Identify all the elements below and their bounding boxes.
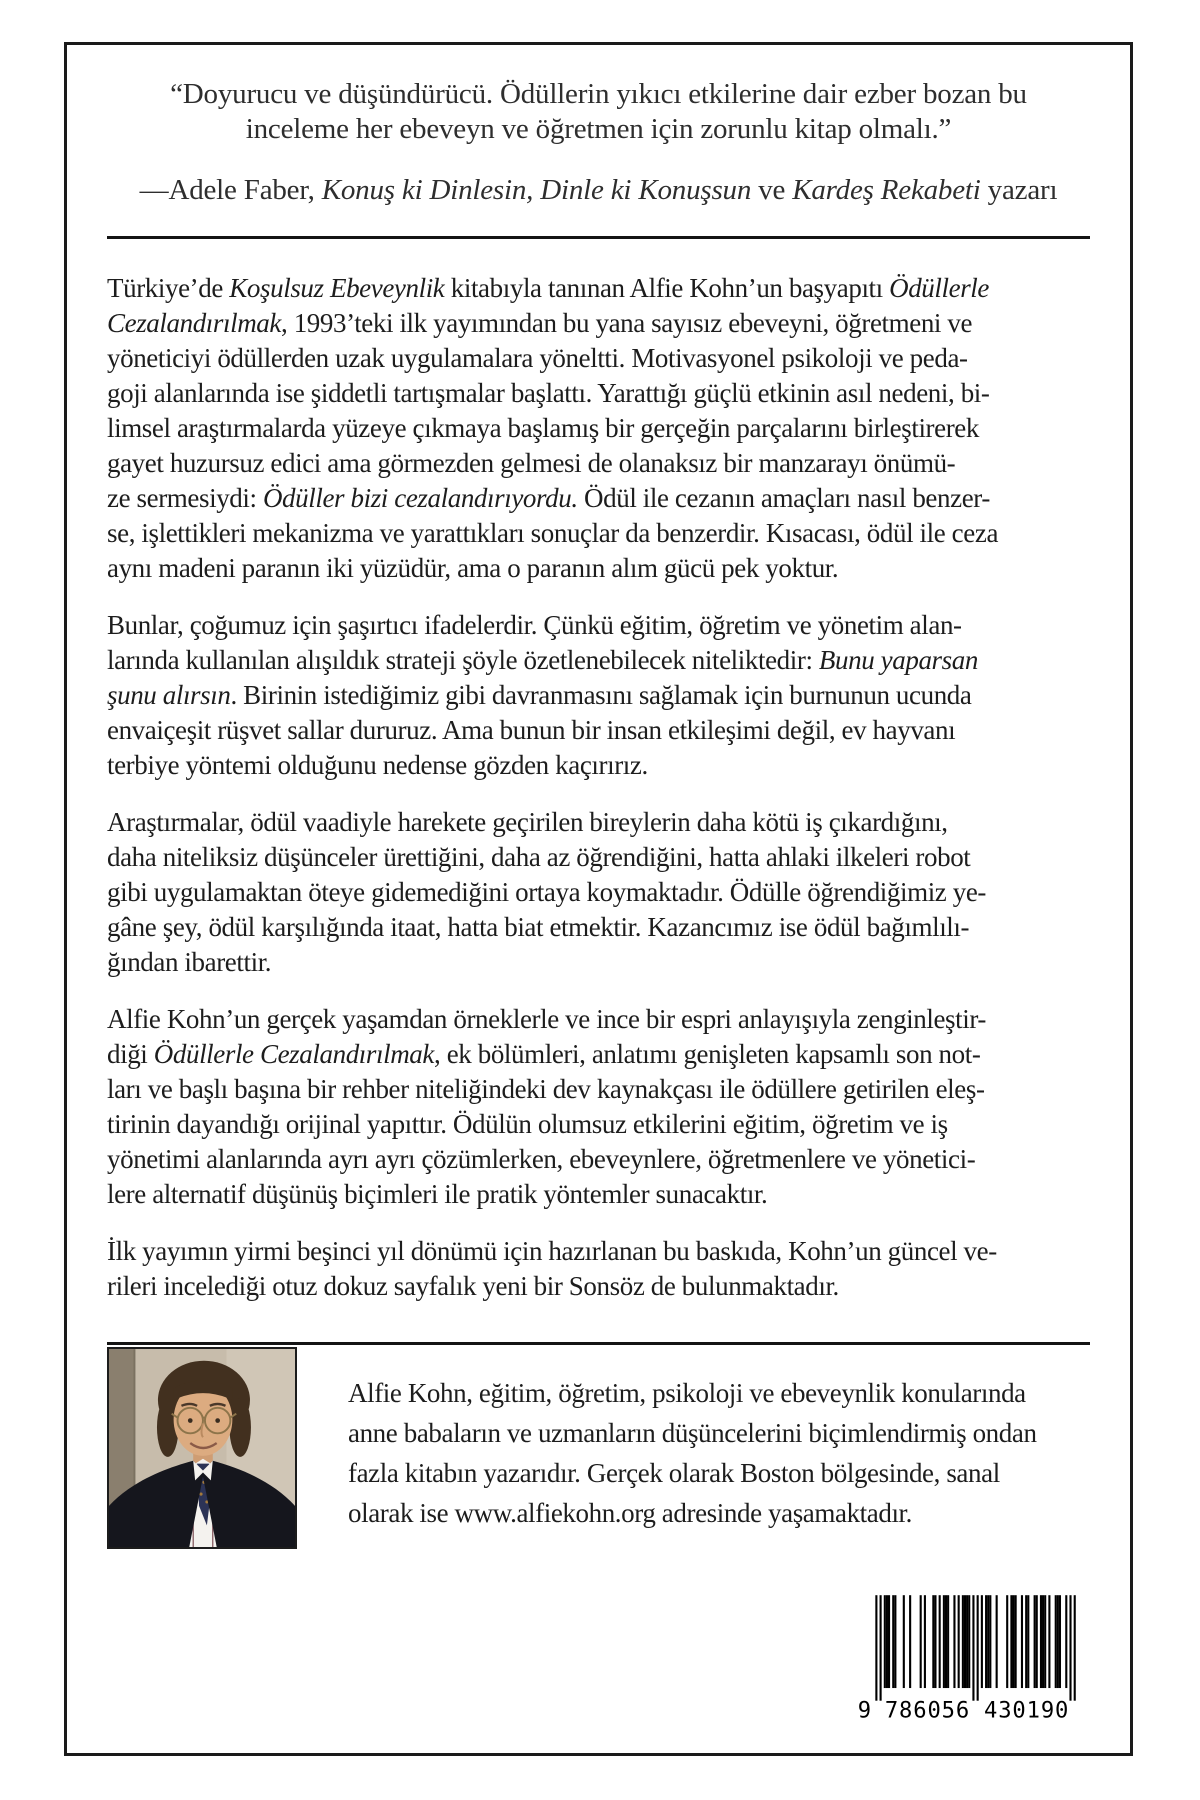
text-line: rileri incelediği otuz dokuz sayfalık yeni bir Sonsöz de bulunmaktadır. xyxy=(107,1271,839,1301)
author-bio xyxy=(348,1373,1090,1533)
body-paragraph xyxy=(107,271,1090,586)
text-line: şunu alırsın. Birinin istediğimiz gibi davranmasını sağlamak için burnunun ucunda xyxy=(107,680,972,710)
text-line: ze sermesiydi: Ödüller bizi cezalandırıyordu. Ödül ile cezanın amaçları nasıl benzer- xyxy=(107,483,990,513)
barcode-digit-first: 9 xyxy=(857,1697,872,1722)
quote-attribution: —Adele Faber, Konuş ki Dinlesin, Dinle ki Konuşsun ve Kardeş Rekabeti yazarı xyxy=(139,174,1058,206)
text-line: Alfie Kohn, eğitim, öğretim, psikoloji ve ebeveynlik konularında xyxy=(348,1378,1026,1408)
author-photo xyxy=(107,1347,297,1549)
author-portrait-illustration xyxy=(109,1349,295,1547)
text-line: limsel araştırmalarda yüzeye çıkmaya başlamış bir gerçeğin parçalarını birleştirerek xyxy=(107,413,979,443)
text-line: tirinin dayandığı orijinal yapıttır. Ödülün olumsuz etkilerini eğitim, öğretim ve iş xyxy=(107,1109,948,1139)
text-line: Bunlar, çoğumuz için şaşırtıcı ifadelerdir. Çünkü eğitim, öğretim ve yönetim alan- xyxy=(107,610,962,640)
text-line: yönetimi alanlarında ayrı ayrı çözümlerken, ebeveynlere, öğretmenlere ve yönetici- xyxy=(107,1144,976,1174)
text-line: Alfie Kohn’un gerçek yaşamdan örneklerle ve ince bir espri anlayışıyla zenginleştir- xyxy=(107,1004,987,1034)
text-line: ları ve başlı başına bir rehber niteliğindeki dev kaynakçası ile ödüllere getirilen eleş- xyxy=(107,1074,985,1104)
text-line: terbiye yöntemi olduğunu nedense gözden kaçırırız. xyxy=(107,750,648,780)
text-line: gayet huzursuz edici ama görmezden gelmesi de olanaksız bir manzarayı önümü- xyxy=(107,448,956,478)
text-line: se, işlettikleri mekanizma ve yarattıkları sonuçlar da benzerdir. Kısacası, ödül ile ceza xyxy=(107,518,999,548)
text-line: Araştırmalar, ödül vaadiyle harekete geçirilen bireylerin daha kötü iş çıkardığını, xyxy=(107,807,948,837)
body-paragraph xyxy=(107,805,1090,980)
body-paragraph xyxy=(107,608,1090,783)
text-line: larında kullanılan alışıldık strateji şöyle özetlenebilecek niteliktedir: Bunu yaparsan xyxy=(107,645,978,675)
text-line: Cezalandırılmak, 1993’teki ilk yayımından bu yana sayısız ebeveyni, öğretmeni ve xyxy=(107,308,973,338)
text-line: fazla kitabın yazarıdır. Gerçek olarak Boston bölgesinde, sanal xyxy=(348,1458,1000,1488)
text-line: gibi uygulamaktan öteye gidemediğini ortaya koymaktadır. Ödülle öğrendiğimiz ye- xyxy=(107,877,987,907)
barcode-digits-right: 430190 xyxy=(983,1697,1069,1722)
text-line: Türkiye’de Koşulsuz Ebeveynlik kitabıyla tanınan Alfie Kohn’un başyapıtı Ödüllerle xyxy=(107,273,989,303)
text-line: anne babaların ve uzmanların düşüncelerini biçimlendirmiş ondan xyxy=(348,1418,1037,1448)
text-line: envaiçeşit rüşvet sallar dururuz. Ama bunun bir insan etkileşimi değil, ev hayvanı xyxy=(107,715,956,745)
divider-top xyxy=(107,236,1090,239)
text-line: “Doyurucu ve düşündürücü. Ödüllerin yıkıcı etkilerine dair ezber bozan bu xyxy=(170,78,1027,110)
text-line: yöneticiyi ödüllerden uzak uygulamalara yöneltti. Motivasyonel psikoloji ve peda- xyxy=(107,343,968,373)
text-line: olarak ise www.alfiekohn.org adresinde yaşamaktadır. xyxy=(348,1498,913,1528)
pull-quote xyxy=(107,77,1090,147)
text-line: lere alternatif düşünüş biçimleri ile pratik yöntemler sunacaktır. xyxy=(107,1179,768,1209)
text-line: ğından ibarettir. xyxy=(107,947,272,977)
text-line: aynı madeni paranın iki yüzüdür, ama o paranın alım gücü pek yoktur. xyxy=(107,553,839,583)
author-section xyxy=(107,1347,1090,1549)
barcode-digits-left: 786056 xyxy=(884,1697,970,1722)
body-paragraph xyxy=(107,1234,1090,1304)
text-line: diği Ödüllerle Cezalandırılmak, ek bölümleri, anlatımı genişleten kapsamlı son not- xyxy=(107,1039,981,1069)
book-back-cover xyxy=(64,42,1133,1756)
body-paragraph xyxy=(107,1002,1090,1212)
isbn-barcode xyxy=(850,1595,1080,1722)
text-line: daha niteliksiz düşünceler ürettiğini, daha az öğrendiğini, hatta ahlaki ilkeleri robot xyxy=(107,842,971,872)
text-line: İlk yayımın yirmi beşinci yıl dönümü için hazırlanan bu baskıda, Kohn’un güncel ve- xyxy=(107,1236,997,1266)
text-line: inceleme her ebeveyn ve öğretmen için zorunlu kitap olmalı.” xyxy=(245,113,952,145)
text-line: gâne şey, ödül karşılığında itaat, hatta biat etmektir. Kazancımız ise ödül bağımlılı- xyxy=(107,912,970,942)
body-text xyxy=(107,271,1090,1304)
divider-bottom xyxy=(107,1342,1090,1345)
barcode-graphic xyxy=(850,1595,1080,1722)
text-line: goji alanlarında ise şiddetli tartışmalar başlattı. Yarattığı güçlü etkinin asıl nedeni, bi- xyxy=(107,378,990,408)
